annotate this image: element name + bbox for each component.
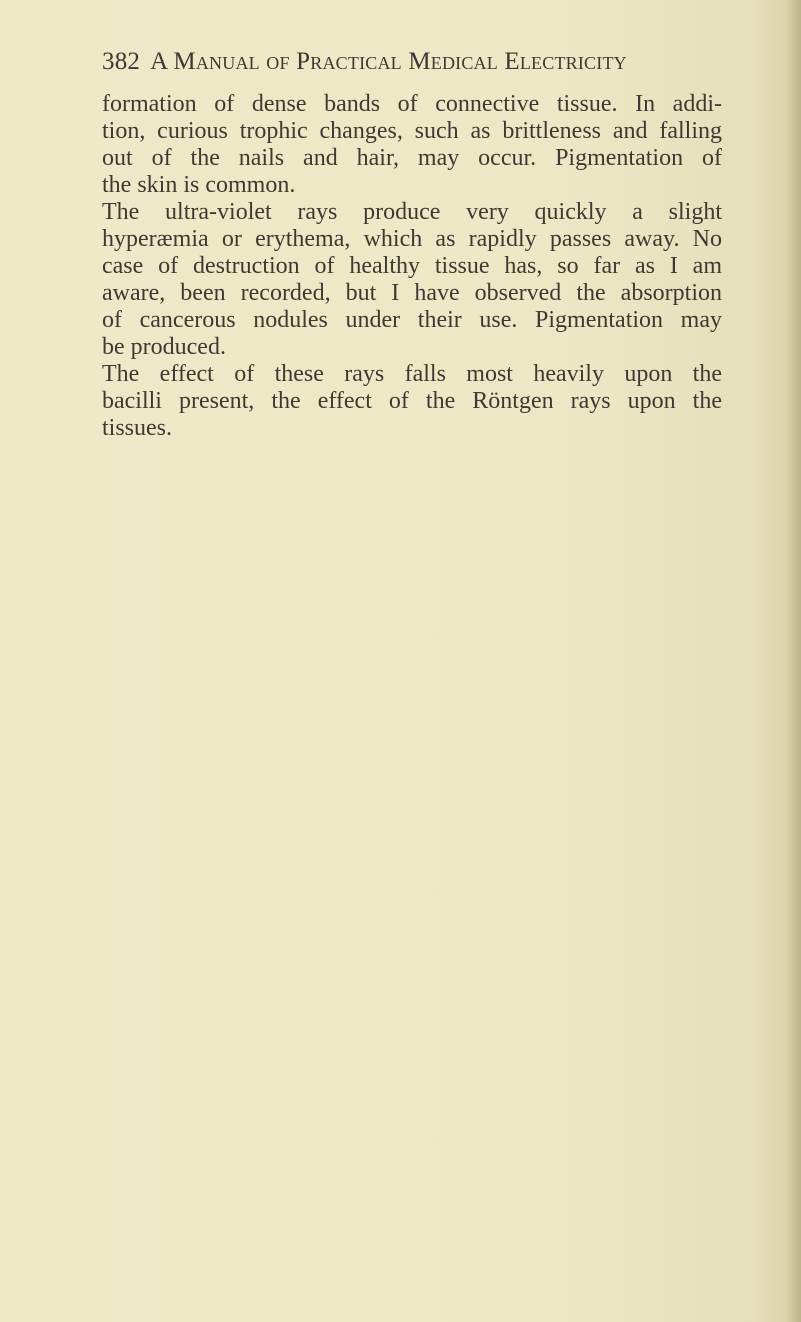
paragraph-2-line-5: of cancerous nodules under their use. Pigmentation may xyxy=(102,307,722,333)
paragraph-2-line-2: hyperæmia or erythema, which as rapidly passes away. No xyxy=(102,226,722,252)
paragraph-3-line-1: The effect of these rays falls most heavily upon the xyxy=(102,361,722,387)
page-content xyxy=(102,91,722,442)
paragraph-2 xyxy=(102,199,722,361)
paragraph-1-line-3: out of the nails and hair, may occur. Pigmentation of xyxy=(102,145,722,171)
page-header xyxy=(102,48,712,84)
paragraph-1 xyxy=(102,91,722,199)
running-title: A Manual of Practical Medical Electricity xyxy=(150,48,627,75)
paragraph-3 xyxy=(102,361,722,442)
page-edge-shadow xyxy=(785,0,801,1322)
paragraph-3-line-2: bacilli present, the effect of the Röntgen rays upon the xyxy=(102,388,722,414)
paragraph-2-line-6: be produced. xyxy=(102,334,226,360)
page-number: 382 xyxy=(102,48,141,75)
paragraph-2-line-3: case of destruction of healthy tissue has, so far as I am xyxy=(102,253,722,279)
paragraph-1-line-2: tion, curious trophic changes, such as brittleness and falling xyxy=(102,118,722,144)
paragraph-1-line-4: the skin is common. xyxy=(102,172,296,198)
paragraph-2-line-4: aware, been recorded, but I have observed the absorption xyxy=(102,280,722,306)
paragraph-3-line-3: tissues. xyxy=(102,415,173,441)
paragraph-1-line-1: formation of dense bands of connective tissue. In addi- xyxy=(102,91,722,117)
paragraph-2-line-1: The ultra-violet rays produce very quickly a slight xyxy=(102,199,722,225)
